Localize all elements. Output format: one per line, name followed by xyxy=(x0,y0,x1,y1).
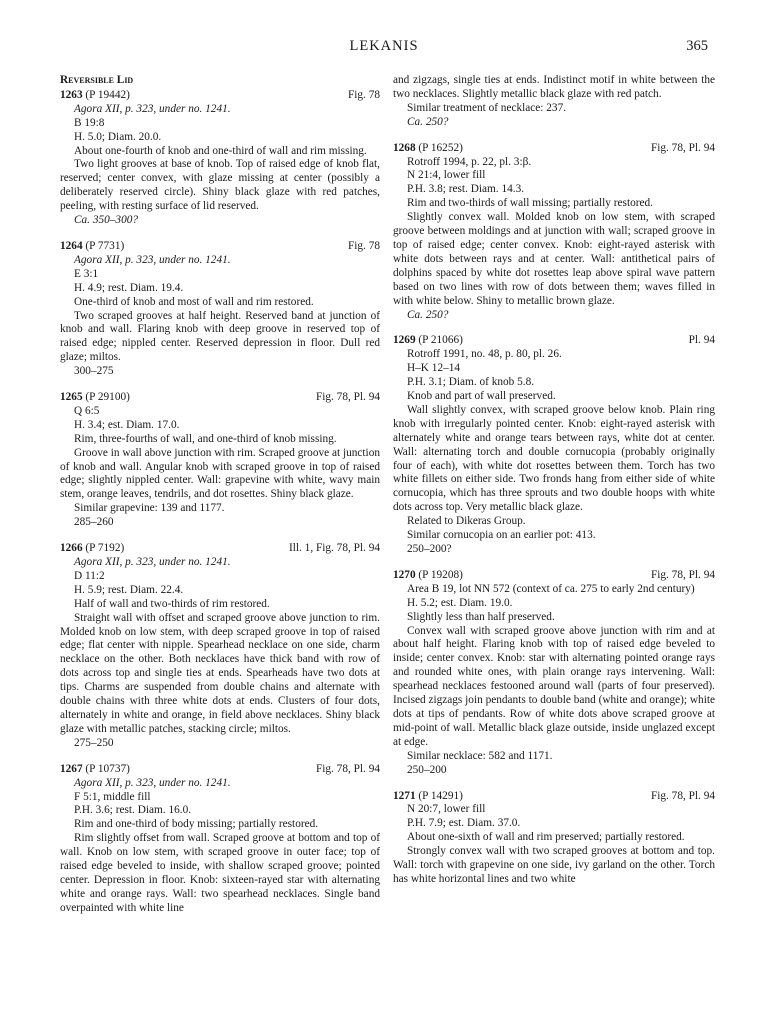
date-line: Ca. 350–300? xyxy=(74,214,139,227)
description-text: Convex wall with scraped groove above junction with rim and at about half height. Flaring knob with top of raised edge beveled to inside; center convex. Knob: star with alternating pointed orange rays and rounded white ones, with plain orange rays intervening. Wall: spearhead necklaces festooned around wall (parts of four preserved). Incised zigzags join pendants to double band (white and orange); white dots at tips of pendants. Row of white dots above scraped groove at mid-point of wall. Metallic black glaze outside, inside unglazed except at edge. xyxy=(393,624,715,748)
entry-number: 1265 xyxy=(60,391,83,404)
section-title: Reversible Lid xyxy=(60,74,134,86)
bibliography-line: Rotroff 1991, no. 48, p. 80, pl. 26. xyxy=(407,348,562,361)
dimensions-line: H. 5.2; est. Diam. 19.0. xyxy=(407,596,513,609)
catalog-entry-1267-continued xyxy=(393,74,715,130)
condition-text: Half of wall and two-thirds of rim restored. xyxy=(74,597,270,610)
inventory-number: (P 21066) xyxy=(418,334,463,347)
inventory-number: (P 19208) xyxy=(418,568,463,581)
page-header xyxy=(60,38,708,58)
running-title: LEKANIS xyxy=(349,38,419,54)
entry-number: 1263 xyxy=(60,88,83,101)
date-line: 300–275 xyxy=(74,365,114,378)
inventory-number: (P 7192) xyxy=(85,542,125,555)
description-text: Two light grooves at base of knob. Top of raised edge of knob flat, reserved; center convex, with glaze missing at center (possibly a deliberately reserved circle). Shiny black glaze with red patches, peeling, with resting surface of lid reserved. xyxy=(60,158,380,213)
condition-text: About one-sixth of wall and rim preserved; partially restored. xyxy=(407,831,685,844)
date-line: 250–200? xyxy=(407,543,452,555)
comparanda-text: Similar cornucopia on an earlier pot: 413. xyxy=(407,529,596,542)
catalog-entry-1264 xyxy=(60,240,380,379)
dimensions-line: H. 4.9; rest. Diam. 19.4. xyxy=(74,281,184,294)
condition-text: Rim, three-fourths of wall, and one-third of knob missing. xyxy=(74,432,337,445)
deposit-line: D 11:2 xyxy=(74,569,105,582)
figure-reference: Fig. 78, Pl. 94 xyxy=(650,141,715,154)
dimensions-line: P.H. 3.8; rest. Diam. 14.3. xyxy=(407,183,525,196)
related-group-text: Related to Dikeras Group. xyxy=(407,515,526,528)
entry-heading xyxy=(393,334,715,348)
inventory-number: (P 14291) xyxy=(418,789,463,802)
entry-heading xyxy=(393,569,715,583)
condition-text: Slightly less than half preserved. xyxy=(407,610,555,623)
bibliography-line: Agora XII, p. 323, under no. 1241. xyxy=(74,253,231,266)
dimensions-line: H. 3.4; est. Diam. 17.0. xyxy=(74,418,180,431)
figure-reference: Ill. 1, Fig. 78, Pl. 94 xyxy=(288,542,380,555)
page-number: 365 xyxy=(686,38,708,54)
catalog-entry-1263 xyxy=(60,89,380,228)
right-column xyxy=(393,74,715,899)
deposit-line: N 20:7, lower fill xyxy=(407,803,486,816)
dimensions-line: P.H. 3.6; rest. Diam. 16.0. xyxy=(74,804,192,817)
figure-reference: Pl. 94 xyxy=(688,334,715,347)
entry-number: 1264 xyxy=(60,239,83,252)
description-text: Strongly convex wall with two scraped grooves at bottom and top. Wall: torch with grapevine on one side, ivy garland on the other. Torch has white horizontal lines and two white xyxy=(393,845,715,885)
bibliography-line: Agora XII, p. 323, under no. 1241. xyxy=(74,776,231,789)
catalog-entry-1269 xyxy=(393,334,715,557)
dimensions-line: H. 5.0; Diam. 20.0. xyxy=(74,130,162,143)
date-line: 250–200 xyxy=(407,763,447,776)
condition-text: About one-fourth of knob and one-third of wall and rim missing. xyxy=(74,144,367,157)
bibliography-line: Rotroff 1994, p. 22, pl. 3:β. xyxy=(407,155,532,168)
figure-reference: Fig. 78 xyxy=(347,88,380,101)
description-text: Straight wall with offset and scraped groove above junction to rim. Molded knob on low stem, with deep scraped groove in top of raised edge; flat center with nipple. Spearhead necklace on one side, charm necklace on the other. Both necklaces have thick band with row of dots across top and single ties at ends. Spearheads have two dots at tips. Charms are suspended from double chains and alternate with double chains with three white dots at ends. Clusters of four dots, alternately in white and orange, in field above necklaces. Shiny black glaze with metallic patches, stacking circle; miltos. xyxy=(60,611,380,735)
condition-text: Rim and one-third of body missing; partially restored. xyxy=(74,818,319,831)
inventory-number: (P 7731) xyxy=(85,239,125,252)
entry-heading xyxy=(60,391,380,405)
figure-reference: Fig. 78, Pl. 94 xyxy=(315,762,380,775)
condition-text: Rim and two-thirds of wall missing; partially restored. xyxy=(407,197,653,210)
dimensions-line: H. 5.9; rest. Diam. 22.4. xyxy=(74,583,184,596)
inventory-number: (P 29100) xyxy=(85,391,130,404)
comparanda-text: Similar grapevine: 139 and 1177. xyxy=(74,502,225,515)
entry-number: 1269 xyxy=(393,334,416,347)
comparanda-text: Similar treatment of necklace: 237. xyxy=(407,101,567,114)
catalog-entry-1270 xyxy=(393,569,715,778)
deposit-line: E 3:1 xyxy=(74,267,99,280)
catalog-entry-1265 xyxy=(60,391,380,530)
catalog-entry-1268 xyxy=(393,142,715,323)
figure-reference: Fig. 78, Pl. 94 xyxy=(315,391,380,404)
catalog-entry-1267 xyxy=(60,763,380,916)
entry-heading xyxy=(393,142,715,156)
entry-number: 1266 xyxy=(60,542,83,555)
dimensions-line: P.H. 3.1; Diam. of knob 5.8. xyxy=(407,376,535,389)
deposit-line: N 21:4, lower fill xyxy=(407,169,486,182)
figure-reference: Fig. 78 xyxy=(347,239,380,252)
description-text: Rim slightly offset from wall. Scraped groove at bottom and top of wall. Knob on low stem, with scraped groove in outer face; top of raised edge beveled to inside, with shallow scraped groove; pointed center. Depression in floor. Knob: sixteen-rayed star with alternating white and orange rays. Wall: two spearhead necklaces. Single band overpainted with white line xyxy=(60,832,380,914)
inventory-number: (P 16252) xyxy=(418,141,463,154)
condition-text: One-third of knob and most of wall and rim restored. xyxy=(74,295,314,308)
entry-heading xyxy=(60,240,380,254)
bibliography-line: Agora XII, p. 323, under no. 1241. xyxy=(74,556,231,568)
entry-heading xyxy=(60,542,380,556)
figure-reference: Fig. 78, Pl. 94 xyxy=(650,789,715,802)
date-line: 275–250 xyxy=(74,736,114,749)
description-continued: and zigzags, single ties at ends. Indistinct motif in white between the two necklaces. Slightly metallic black glaze with red patch. xyxy=(393,74,715,100)
entry-number: 1267 xyxy=(60,762,83,775)
description-text: Slightly convex wall. Molded knob on low stem, with scraped groove between moldings and at junction with wall; scraped groove in top of raised edge; center convex. Knob: eight-rayed asterisk with white dots between rays and at center. Wall: antithetical pairs of dolphins spaced by white dot rosettes leap above spiral wave pattern based on two lines with row of dots between them; waves filled in with white below. Shiny to metallic brown glaze. xyxy=(393,211,715,307)
entry-heading xyxy=(60,763,380,777)
catalog-entry-1271 xyxy=(393,790,715,887)
description-text: Groove in wall above junction with rim. Scraped groove at junction of knob and wall. Angular knob with scraped groove in top of raised edge; slightly nippled center. Wall: grapevine with white, wavy main stem, orange leaves, tendrils, and dot rosettes. Shiny black glaze. xyxy=(60,446,380,501)
inventory-number: (P 10737) xyxy=(85,762,130,775)
dimensions-line: P.H. 7.9; est. Diam. 37.0. xyxy=(407,817,521,830)
deposit-line: Q 6:5 xyxy=(74,404,100,417)
figure-reference: Fig. 78, Pl. 94 xyxy=(650,568,715,581)
date-line: 285–260 xyxy=(74,516,114,529)
deposit-line: F 5:1, middle fill xyxy=(74,790,151,803)
date-line: Ca. 250? xyxy=(407,308,449,321)
inventory-number: (P 19442) xyxy=(85,88,130,101)
deposit-line: Area B 19, lot NN 572 (context of ca. 275 to early 2nd century) xyxy=(407,582,695,595)
entry-heading xyxy=(60,89,380,103)
entry-number: 1270 xyxy=(393,568,416,581)
date-line: Ca. 250? xyxy=(407,115,449,128)
left-column xyxy=(60,74,380,928)
bibliography-line: Agora XII, p. 323, under no. 1241. xyxy=(74,102,231,115)
entry-heading xyxy=(393,790,715,804)
deposit-line: B 19:8 xyxy=(74,116,105,129)
entry-number: 1268 xyxy=(393,141,416,154)
description-text: Wall slightly convex, with scraped groove below knob. Plain ring knob with irregularly pointed center. Knob: eight-rayed asterisk with alternately white and orange tears between rays, white dot at center. Wall: alternating torch and double cornucopia (probably originally four of each), with white dot rosettes between them. Torch has two white fillets on either side. Two fronds hang from either side of white cornucopia, which has three sprouts and two double hoops with white dots across top. Very metallic black glaze. xyxy=(393,403,715,514)
description-text: Two scraped grooves at half height. Reserved band at junction of knob and wall. Flaring knob with deep groove in reserved top of raised edge; nippled center. Reserved depression in floor. Dull red glaze; miltos. xyxy=(60,309,380,364)
comparanda-text: Similar necklace: 582 and 1171. xyxy=(407,749,553,762)
catalog-entry-1266 xyxy=(60,542,380,751)
entry-number: 1271 xyxy=(393,789,416,802)
deposit-line: H–K 12–14 xyxy=(407,362,461,375)
condition-text: Knob and part of wall preserved. xyxy=(407,390,556,403)
